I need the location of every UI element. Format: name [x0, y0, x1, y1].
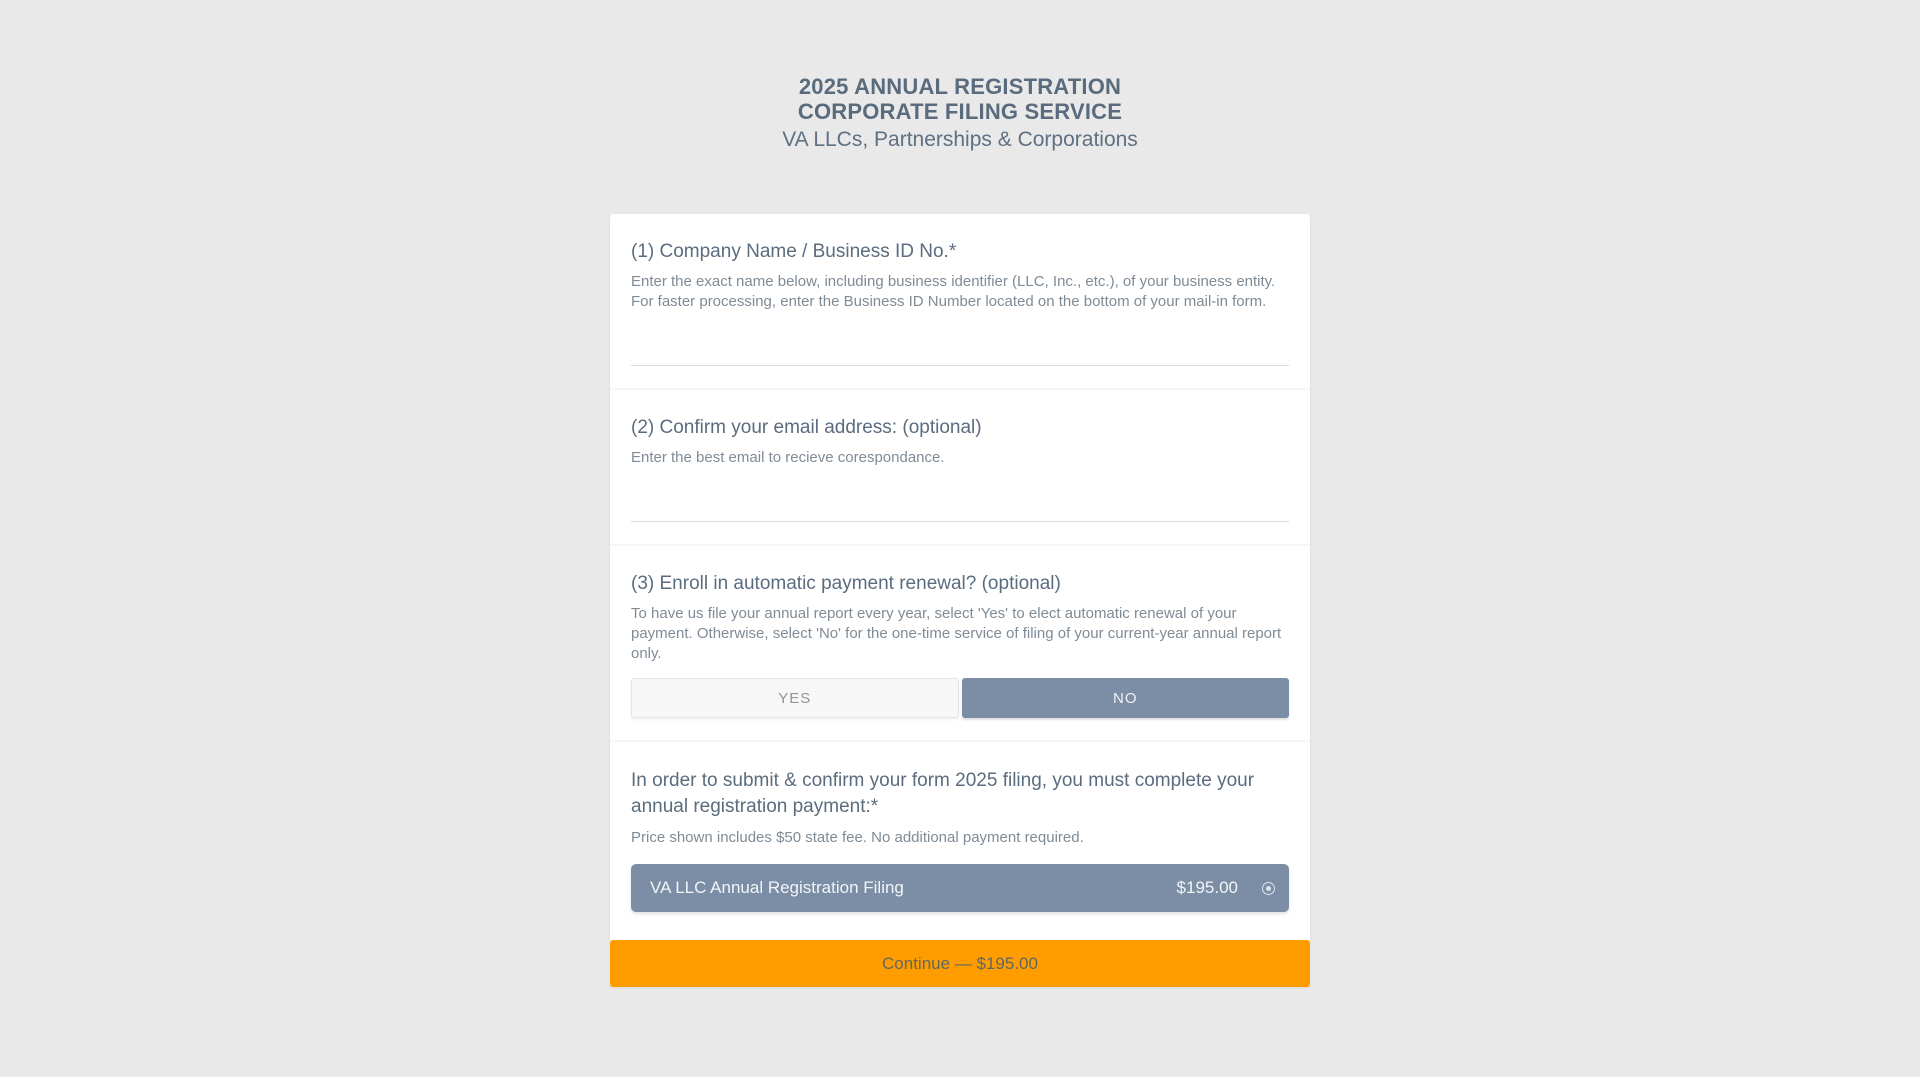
continue-button[interactable]: Continue — $195.00	[610, 940, 1310, 987]
product-name: VA LLC Annual Registration Filing	[650, 878, 904, 897]
page-header	[0, 0, 1920, 152]
question-auto-renewal	[610, 546, 1310, 742]
company-name-description: Enter the exact name below, including business identifier (LLC, Inc., etc.), of your business entity. For faster processing, enter the Business ID Number located on the bottom of your mail-in form.	[631, 273, 1276, 310]
product-price: $195.00	[1176, 878, 1238, 897]
auto-renewal-description: To have us file your annual report every year, select 'Yes' to elect automatic renewal of your payment. Otherwise, select 'No' for the one-time service of filing of your current-year annual report only.	[631, 605, 1282, 662]
radio-selected-icon[interactable]	[1262, 882, 1275, 895]
company-name-label: (1) Company Name / Business ID No.*	[631, 241, 957, 262]
payment-section	[610, 742, 1310, 912]
question-email	[610, 390, 1310, 546]
email-input[interactable]	[631, 482, 1289, 522]
form-card	[610, 214, 1310, 987]
radio-dot	[1266, 886, 1271, 891]
company-name-input[interactable]	[631, 326, 1289, 366]
product-option-va-llc-filing[interactable]	[631, 864, 1289, 912]
page-title-line-1: 2025 ANNUAL REGISTRATION	[798, 74, 1122, 99]
auto-renewal-toggle	[631, 678, 1289, 718]
payment-label: In order to submit & confirm your form 2025 filing, you must complete your annual registration payment:*	[631, 770, 1255, 817]
auto-renewal-label: (3) Enroll in automatic payment renewal? (optional)	[631, 573, 1061, 594]
page-subtitle: VA LLCs, Partnerships & Corporations	[782, 128, 1138, 151]
renewal-option-yes[interactable]: YES	[631, 678, 959, 718]
email-description: Enter the best email to recieve corespondance.	[631, 449, 945, 466]
renewal-option-no[interactable]: NO	[962, 678, 1290, 718]
payment-description: Price shown includes $50 state fee. No additional payment required.	[631, 829, 1084, 846]
email-label: (2) Confirm your email address: (optional)	[631, 417, 982, 438]
question-company-name	[610, 214, 1310, 390]
page-title-line-2: CORPORATE FILING SERVICE	[797, 99, 1123, 124]
